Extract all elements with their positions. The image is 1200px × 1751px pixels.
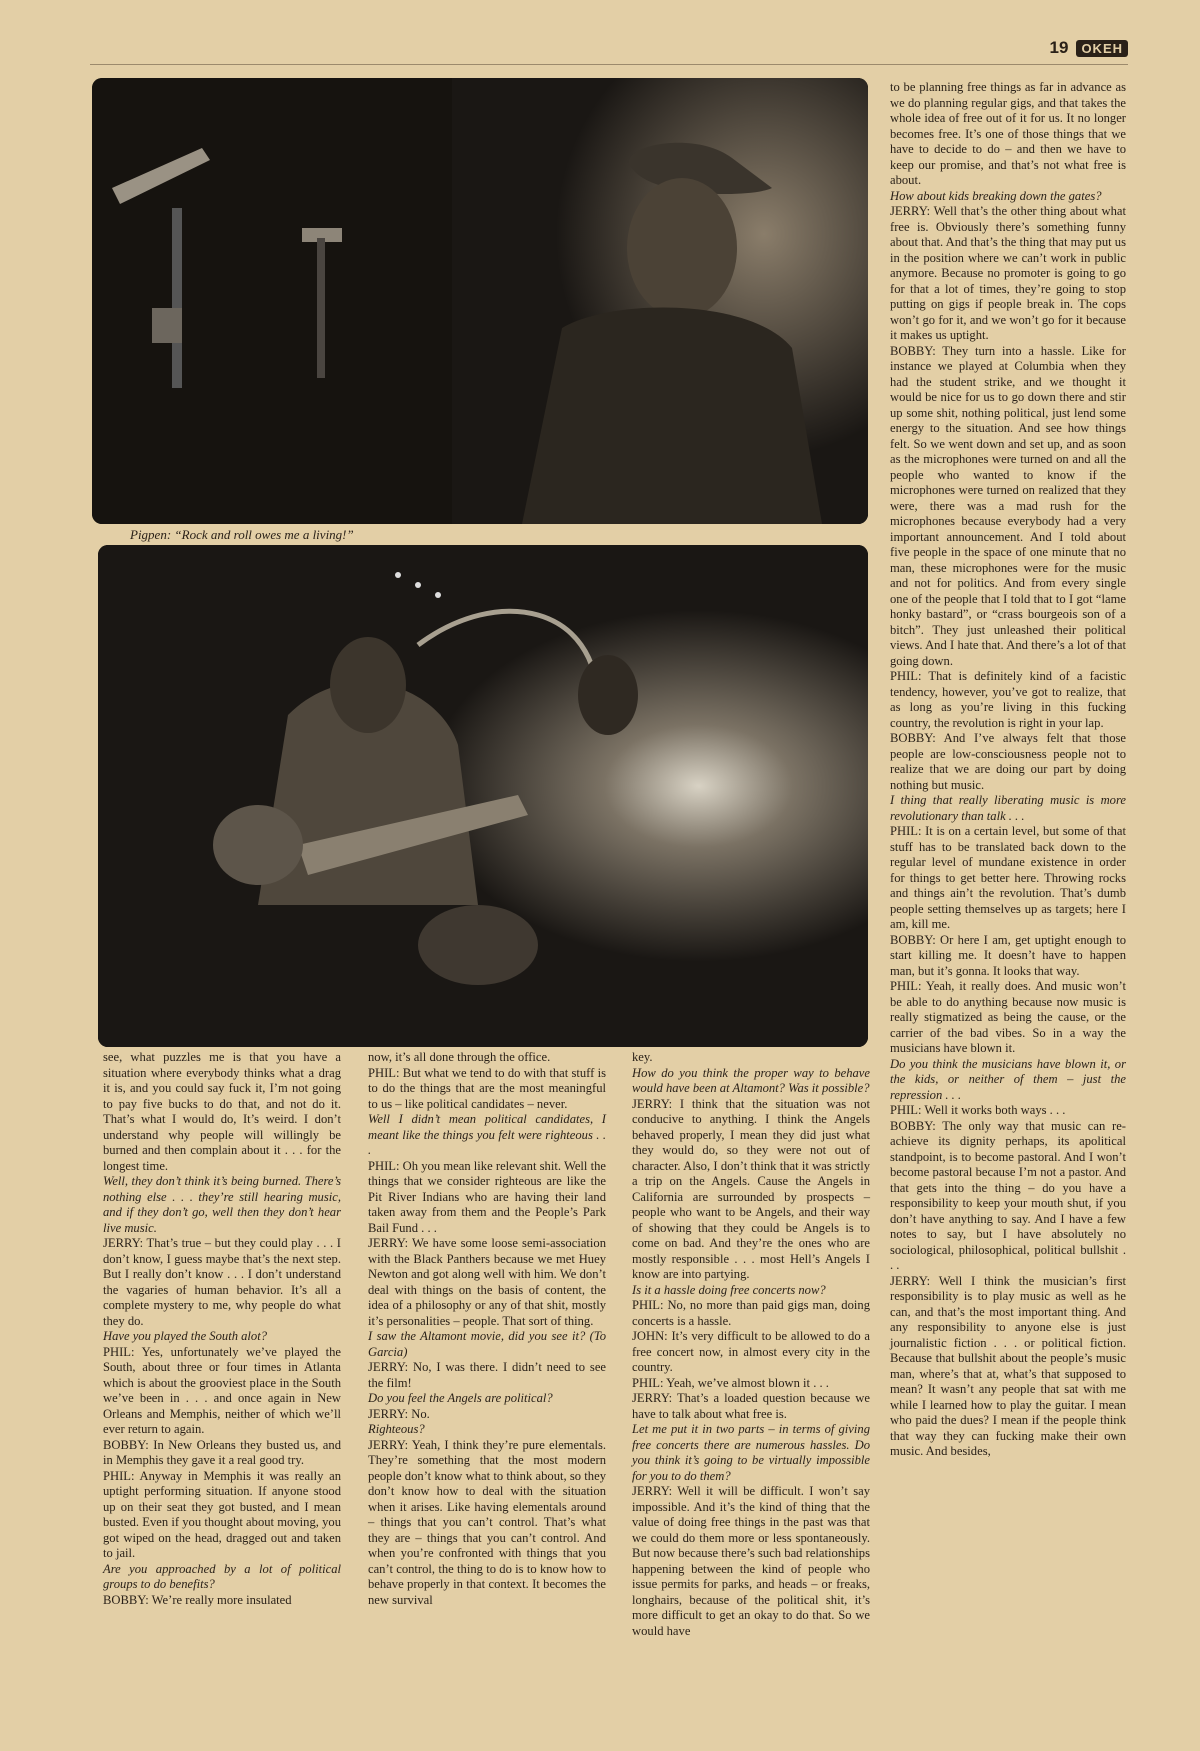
interview-answer: PHIL: Yeah, it really does. And music won’t be able to do anything because now music is really stigmatized as being the cause, or the carrier of the bad vibes. So in a way the musicians have blown it.: [890, 979, 1126, 1055]
interview-question: Are you approached by a lot of political groups to do benefits?: [103, 1561, 341, 1591]
interview-answer: BOBBY: Or here I am, get uptight enough to start killing me. It doesn’t have to happen man, but it’s gonna. It looks that way.: [890, 932, 1126, 978]
interview-answer: PHIL: But what we tend to do with that stuff is to do the things that are the most meaningful to us – like political candidates – never.: [368, 1065, 606, 1111]
interview-question: Let me put it in two parts – in terms of giving free concerts there are numerous hassles. Do you think it’s going to be virtually impossible for you to do them?: [632, 1422, 870, 1483]
interview-answer: JERRY: Yeah, I think they’re pure elementals. They’re something that the most modern people don’t know what to think about, so they don’t know how to deal with the situation when it arises. Like having elementals around – things that you can’t control. That’s what they are – things that you can’t control. And when you’re confronted with things that you can’t control, the thing to do is to know how to behave properly in that context. It becomes the new survival: [368, 1437, 606, 1607]
interview-question: Righteous?: [368, 1422, 425, 1436]
interview-question: Do you think the musicians have blown it, or the kids, or neither of them – just the repression . . .: [890, 1056, 1126, 1102]
interview-answer: JERRY: That’s a loaded question because we have to talk about what free is.: [632, 1391, 870, 1421]
interview-answer: PHIL: That is definitely kind of a facistic tendency, however, you’ve got to realize, that as long as you’re living in this fucking country, the revolution is right in your lap.: [890, 669, 1126, 730]
photo-caption: Pigpen: “Rock and roll owes me a living!”: [130, 527, 354, 542]
interview-answer: to be planning free things as far in advance as we do planning regular gigs, and that takes the whole idea of free out of it for us. It no longer becomes free. It’s one of those things that we have to decide to do – and then we have to keep our promise, and that’s not what free is about.: [890, 80, 1126, 187]
interview-answer: PHIL: Yeah, we’ve almost blown it . . .: [632, 1375, 829, 1390]
column-2-text: [368, 1050, 606, 1608]
interview-answer: JERRY: Well that’s the other thing about what free is. Obviously there’s something funny about that. And that’s the thing that may put us in the position where we can’t work in public anymore. Because no promoter is going to go for that a lot of times, they’re going to stop putting on gigs if people break in. The cops won’t go for it, and we won’t go for it because it makes us uptight.: [890, 204, 1126, 342]
photo-band-on-stage: [98, 545, 868, 1047]
interview-answer: PHIL: Oh you mean like relevant shit. Well the things that we consider righteous are like the Pit River Indians who are having their land taken away from them and the People’s Park Bail Fund . . .: [368, 1158, 606, 1235]
interview-question: Do you feel the Angels are political?: [368, 1391, 553, 1405]
page-number: 19: [1049, 38, 1069, 57]
interview-answer: JERRY: No, I was there. I didn’t need to see the film!: [368, 1360, 606, 1390]
photo-pigpen: [92, 78, 868, 524]
interview-answer: PHIL: Anyway in Memphis it was really an uptight performing situation. If anyone stood up on their seat they got busted, and I mean busted. Even if you thought about moving, you got wiped on the head, dragged out and taken to jail.: [103, 1468, 341, 1560]
interview-question: I saw the Altamont movie, did you see it? (To Garcia): [368, 1329, 606, 1359]
interview-answer: now, it’s all done through the office.: [368, 1050, 551, 1064]
interview-answer: JERRY: No.: [368, 1406, 430, 1421]
interview-question: Is it a hassle doing free concerts now?: [632, 1282, 826, 1297]
interview-answer: PHIL: It is on a certain level, but some of that stuff has to be translated back down to the regular level of mundane existence in order for things to get better here. Throwing rocks and things ain’t the revolution. That’s dumb people setting themselves up as targets; here I am, kill me.: [890, 824, 1126, 931]
interview-question: Well I didn’t mean political candidates, I meant like the things you felt were righteous . . .: [368, 1112, 606, 1157]
interview-answer: BOBBY: In New Orleans they busted us, and in Memphis they gave it a real good try.: [103, 1437, 341, 1467]
interview-question: I thing that really liberating music is more revolutionary than talk . . .: [890, 793, 1126, 823]
right-column-text: [890, 80, 1126, 1460]
interview-answer: see, what puzzles me is that you have a situation where everybody thinks what a drag it is, and you could say fuck it, I’m not going to pay five bucks to do that, and not do it. That’s what I would do, It’s weird. I don’t understand why people will willingly be burned and then complain about it . . . for the longest time.: [103, 1050, 341, 1173]
column-3-text: [632, 1050, 870, 1639]
magazine-logo: OKEH: [1076, 40, 1128, 57]
page-header: [1050, 38, 1128, 58]
interview-answer: JERRY: I think that the situation was not conducive to anything. I think the Angels behaved properly, I mean they did just what they would do, so they were not out of character. Also, I don’t think that it was strictly a trip on the Angels. Cause the Angels in California are surrounded by prospects – people who want to be Angels, and their way of showing that they could be Angels is to come on bad. And they’re the ones who are mostly responsible . . . most Hell’s Angels I know are into partying.: [632, 1096, 870, 1281]
interview-answer: BOBBY: They turn into a hassle. Like for instance we played at Columbia when they had the student strike, and we thought it would be nice for us to go down there and stir up some shit, nothing political, just lend some energy to the situation. And see how things felt. So we went down and set up, and as soon as the microphones were turned on and all the people who wanted to know if the microphones were turned on realized that they were, there was a mad rush for the microphones because everybody had a very important announcement. And I told about five people in the space of one minute that no man, these microphones were for the music and not for politics. And from every single one of the people that I told that to I got “lame honky bastard”, or “crass bourgeois son of a bitch”. They just unleashed their political views. And I hate that. And there’s a lot of that going down.: [890, 343, 1126, 668]
interview-question: Have you played the South alot?: [103, 1329, 268, 1343]
interview-answer: JERRY: That’s true – but they could play . . . I don’t know, I guess maybe that’s the next step. But I really don’t know . . . I don’t understand the vagaries of human behavior. It’s all a complete mystery to me, why people do what they do.: [103, 1236, 341, 1328]
interview-question: How about kids breaking down the gates?: [890, 188, 1102, 203]
interview-answer: BOBBY: The only way that music can re-achieve its dignity perhaps, its apolitical standpoint, is to become pastoral. And I won’t become pastoral because I’m not a pastor. And that gets into the thing – do you have a responsibility to keep your mouth shut, if you don’t have anything to say. And I have a few notes to say, but I have absolutely no sociological, philosophical, political bullshit . . .: [890, 1118, 1126, 1272]
interview-answer: JOHN: It’s very difficult to be allowed to do a free concert now, in almost every city in the country.: [632, 1329, 870, 1374]
interview-answer: JERRY: We have some loose semi-association with the Black Panthers because we met Huey Newton and got along well with him. We don’t deal with things on the basis of content, the idea of a philosophy or any of that shit, mostly it’s personalities – people. That sort of thing.: [368, 1236, 606, 1328]
interview-answer: PHIL: Yes, unfortunately we’ve played the South, about three or four times in Atlanta which is about the grooviest place in the South we’ve been in . . . and once again in New Orleans and Memphis, neither of which we’ll ever return to again.: [103, 1344, 341, 1436]
interview-answer: BOBBY: And I’ve always felt that those people are low-consciousness people not to realize that we are doing our part by doing nothing but music.: [890, 731, 1126, 792]
interview-question: Well, they don’t think it’s being burned. There’s nothing else . . . they’re still hearing music, and if they don’t go, well then they don’t hear live music.: [103, 1174, 341, 1235]
interview-answer: PHIL: No, no more than paid gigs man, doing concerts is a hassle.: [632, 1298, 870, 1328]
interview-answer: PHIL: Well it works both ways . . .: [890, 1103, 1066, 1117]
top-rule: [90, 64, 1128, 65]
interview-answer: JERRY: Well it will be difficult. I won’t say impossible. And it’s the kind of thing that the value of doing free things in the past was that we could do them more or less spontaneously. But now because there’s such bad relationships happening between the kind of people who issue permits for parks, and heads – or freaks, longhairs, because of the political shit, it’s more difficult to get an okay to do that. So we would have: [632, 1484, 870, 1638]
interview-question: How do you think the proper way to behave would have been at Altamont? Was it possible?: [632, 1065, 870, 1095]
interview-answer: JERRY: Well I think the musician’s first responsibility is to play music as well as he can, and that’s the most important thing. And any responsibility to anyone else is just journalistic fiction . . . or political fiction. Because that bullshit about the people’s music man, where’s that at, what’s that supposed to mean? It wasn’t any people that sat with me while I learned how to play the guitar. I mean who paid the dues? I mean if the people think that way they can fucking make their own music. And besides,: [890, 1273, 1126, 1458]
column-1-text: [103, 1050, 341, 1608]
interview-answer: key.: [632, 1050, 653, 1064]
interview-answer: BOBBY: We’re really more insulated: [103, 1592, 292, 1607]
